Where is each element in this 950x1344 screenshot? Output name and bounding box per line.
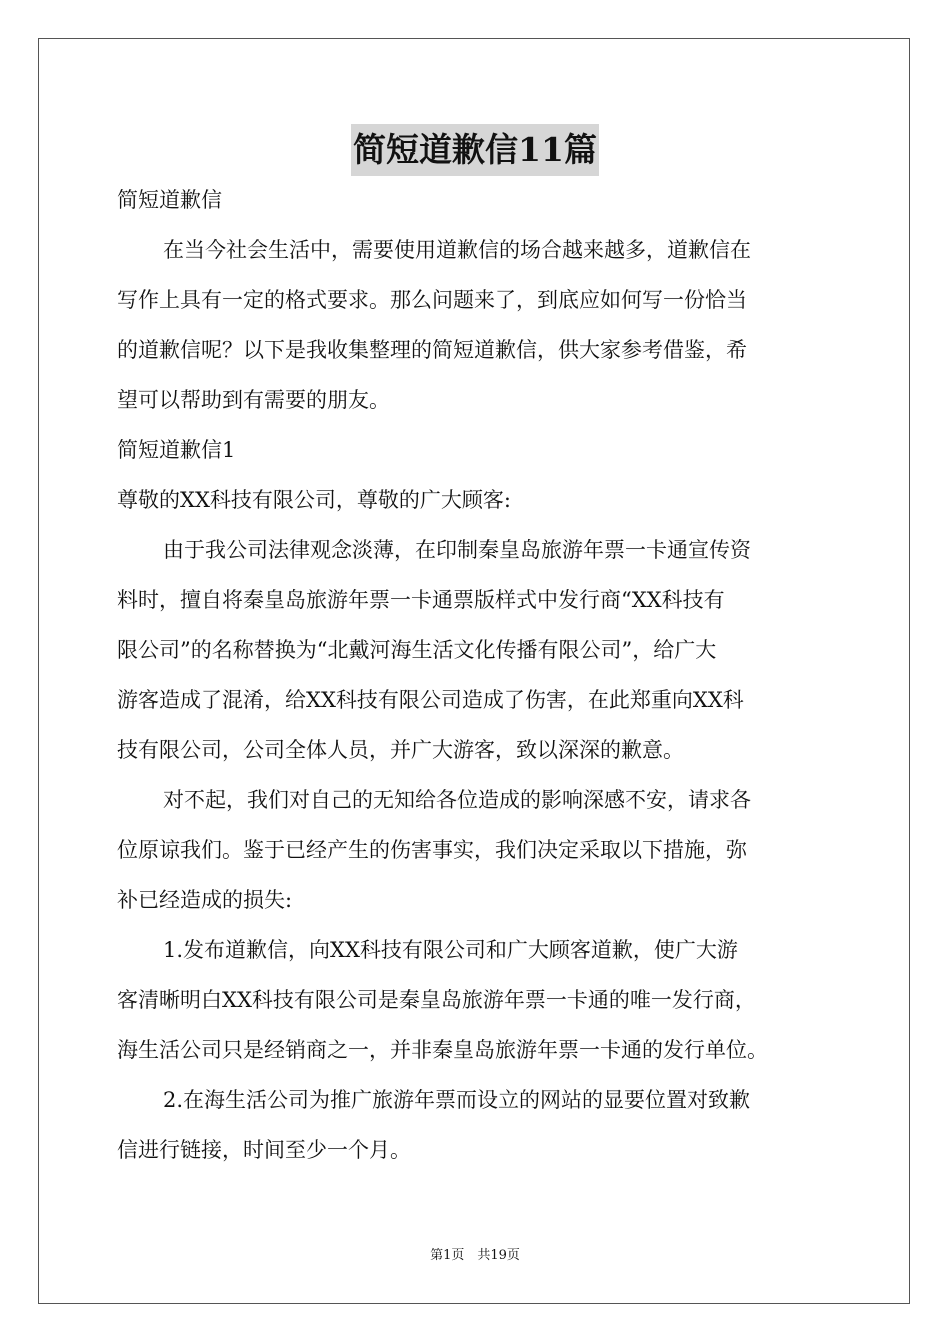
paragraph-line: 在当今社会生活中，需要使用道歉信的场合越来越多，道歉信在 (163, 238, 751, 262)
list-item-line: 2.在海生活公司为推广旅游年票而设立的网站的显要位置对致歉 (163, 1088, 751, 1112)
paragraph-line: 对不起，我们对自己的无知给各位造成的影响深感不安，请求各 (163, 788, 751, 812)
list-item-line: 1.发布道歉信，向XX科技有限公司和广大顾客道歉，使广大游 (163, 938, 738, 962)
paragraph-line: 补已经造成的损失: (117, 888, 293, 912)
paragraph-line: 由于我公司法律观念淡薄，在印制秦皇岛旅游年票一卡通宣传资 (163, 538, 751, 562)
paragraph-line: 的道歉信呢？以下是我收集整理的简短道歉信，供大家参考借鉴，希 (117, 338, 747, 362)
page-footer: 第1页 共19页 (430, 1248, 520, 1263)
list-item-line: 信进行链接，时间至少一个月。 (117, 1138, 411, 1162)
title-container (0, 124, 950, 176)
section-heading: 简短道歉信1 (117, 438, 236, 462)
list-item-line: 海生活公司只是经销商之一，并非秦皇岛旅游年票一卡通的发行单位。 (117, 1038, 768, 1062)
list-item-line: 客清晰明白XX科技有限公司是秦皇岛旅游年票一卡通的唯一发行商， (117, 988, 756, 1012)
paragraph-line: 望可以帮助到有需要的朋友。 (117, 388, 390, 412)
salutation: 尊敬的XX科技有限公司，尊敬的广大顾客: (117, 488, 511, 512)
document-title: 简短道歉信11篇 (351, 124, 599, 176)
paragraph-line: 料时，擅自将秦皇岛旅游年票一卡通票版样式中发行商“XX科技有 (117, 588, 725, 612)
section-heading: 简短道歉信 (117, 188, 222, 212)
document-body (117, 175, 837, 1175)
paragraph-line: 位原谅我们。鉴于已经产生的伤害事实，我们决定采取以下措施，弥 (117, 838, 747, 862)
paragraph-line: 技有限公司，公司全体人员，并广大游客，致以深深的歉意。 (117, 738, 684, 762)
paragraph-line: 限公司”的名称替换为“北戴河海生活文化传播有限公司”，给广大 (117, 638, 717, 662)
paragraph-line: 游客造成了混淆，给XX科技有限公司造成了伤害，在此郑重向XX科 (117, 688, 744, 712)
paragraph-line: 写作上具有一定的格式要求。那么问题来了，到底应如何写一份恰当 (117, 288, 747, 312)
